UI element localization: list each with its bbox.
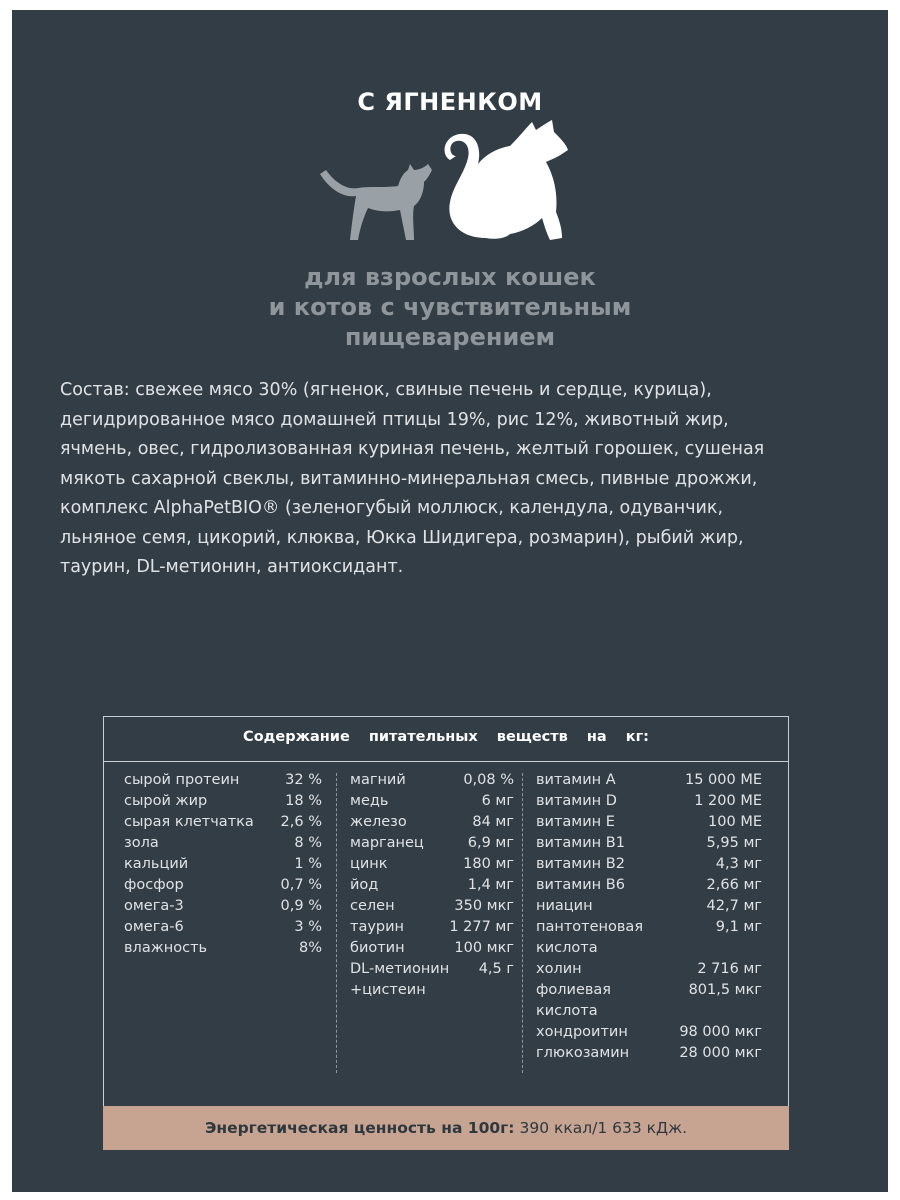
nutrient-value: 15 000 МЕ bbox=[684, 772, 762, 788]
nutrient-name: ниацин bbox=[536, 898, 593, 914]
nutrient-row bbox=[124, 938, 322, 959]
nutrient-row bbox=[350, 896, 514, 917]
nutrient-value: 1 % bbox=[294, 856, 322, 872]
nutrient-row bbox=[350, 833, 514, 854]
nutrient-value: 8 % bbox=[294, 835, 322, 851]
energy-label: Энергетическая ценность на 100г: bbox=[204, 1119, 515, 1137]
nutrient-name: кислота bbox=[536, 1003, 598, 1019]
nutrient-value: 1,4 мг bbox=[467, 877, 514, 893]
nutrient-name: цинк bbox=[350, 856, 388, 872]
nutrient-name: хондроитин bbox=[536, 1024, 628, 1040]
subtitle-line: и котов с чувствительным bbox=[268, 293, 632, 321]
nutrient-value: 4,3 мг bbox=[715, 856, 762, 872]
nutrient-value: 2 716 мг bbox=[697, 961, 762, 977]
nutrient-value: 350 мкг bbox=[454, 898, 514, 914]
nutrient-name: железо bbox=[350, 814, 407, 830]
nutrient-row bbox=[350, 938, 514, 959]
column-divider bbox=[522, 773, 523, 1073]
nutrient-row bbox=[124, 896, 322, 917]
nutrient-row bbox=[350, 854, 514, 875]
product-title: С ЯГНЕНКОМ bbox=[357, 88, 543, 116]
cats-illustration bbox=[310, 112, 600, 252]
nutrient-name: глюкозамин bbox=[536, 1045, 630, 1061]
nutrient-name: зола bbox=[124, 835, 159, 851]
header-divider bbox=[104, 761, 788, 762]
subtitle-line: пищеварением bbox=[344, 323, 556, 351]
kitten-icon bbox=[320, 164, 432, 240]
nutrient-name: витамин D bbox=[536, 793, 617, 809]
nutrient-row bbox=[536, 1022, 762, 1043]
nutrient-row bbox=[124, 812, 322, 833]
nutrient-row bbox=[350, 812, 514, 833]
nutrient-row bbox=[536, 812, 762, 833]
nutrient-row bbox=[124, 875, 322, 896]
nutrient-value: 100 мкг bbox=[454, 940, 514, 956]
composition-line: мякоть сахарной свеклы, витаминно-минеральная смесь, пивные дрожжи, bbox=[60, 468, 758, 489]
nutrient-name: влажность bbox=[124, 940, 208, 956]
nutrients-column-1 bbox=[124, 770, 322, 959]
nutrient-row bbox=[350, 980, 514, 1001]
nutrients-column-3 bbox=[536, 770, 762, 1064]
composition-line: таурин, DL-метионин, антиоксидант. bbox=[60, 557, 404, 577]
nutrients-header: Содержание питательных веществ на кг: bbox=[243, 729, 649, 745]
nutrient-row bbox=[536, 938, 762, 959]
nutrient-value: 84 мг bbox=[472, 814, 514, 830]
nutrient-value: 0,7 % bbox=[280, 877, 322, 893]
nutrients-column-2 bbox=[350, 770, 514, 1001]
nutrient-value: 9,1 мг bbox=[715, 919, 762, 935]
composition-line: льняное семя, цикорий, клюква, Юкка Шидигера, розмарин), рыбий жир, bbox=[60, 527, 744, 548]
nutrient-value: 98 000 мкг bbox=[679, 1024, 762, 1040]
nutrient-row bbox=[536, 833, 762, 854]
nutrient-value: 28 000 мкг bbox=[679, 1045, 762, 1061]
nutrient-name: кислота bbox=[536, 940, 598, 956]
nutrient-name: сырой протеин bbox=[124, 772, 240, 788]
nutrient-value: 1 200 МЕ bbox=[694, 793, 762, 809]
nutrient-name: витамин Е bbox=[536, 814, 615, 830]
nutrient-value: 100 МЕ bbox=[708, 814, 762, 830]
energy-value: 390 ккал/1 633 кДж. bbox=[519, 1119, 687, 1137]
nutrient-value: 18 % bbox=[285, 793, 322, 809]
nutrient-row bbox=[536, 959, 762, 980]
nutrient-name: таурин bbox=[350, 919, 405, 935]
nutrient-row bbox=[536, 854, 762, 875]
nutrient-row bbox=[124, 917, 322, 938]
nutrient-name: сырой жир bbox=[124, 793, 208, 809]
subtitle-line: для взрослых кошек bbox=[304, 263, 596, 291]
cat-icon bbox=[445, 120, 568, 240]
nutrient-name: йод bbox=[350, 877, 379, 893]
nutrient-value: 180 мг bbox=[463, 856, 514, 872]
nutrient-name: омега-3 bbox=[124, 898, 184, 914]
nutrient-row bbox=[536, 875, 762, 896]
nutrient-value: 801,5 мкг bbox=[688, 982, 762, 998]
nutrient-row bbox=[536, 896, 762, 917]
nutrient-name: кальций bbox=[124, 856, 189, 872]
nutrient-value: 2,66 мг bbox=[706, 877, 762, 893]
nutrient-name: витамин В6 bbox=[536, 877, 625, 893]
nutrient-row bbox=[124, 770, 322, 791]
nutrient-value: 3 % bbox=[294, 919, 322, 935]
nutrient-name: сырая клетчатка bbox=[124, 814, 254, 830]
nutrient-name: витамин В1 bbox=[536, 835, 625, 851]
nutrient-name: фосфор bbox=[124, 877, 184, 893]
nutrient-row bbox=[536, 770, 762, 791]
product-subtitle bbox=[0, 262, 900, 352]
nutrient-row bbox=[536, 791, 762, 812]
nutrient-name: медь bbox=[350, 793, 389, 809]
nutrient-row bbox=[536, 1043, 762, 1064]
nutrient-value: 0,9 % bbox=[280, 898, 322, 914]
nutrient-name: +цистеин bbox=[350, 982, 426, 998]
nutrient-name: витамин А bbox=[536, 772, 616, 788]
nutrient-value: 1 277 мг bbox=[449, 919, 514, 935]
nutrient-row bbox=[350, 959, 514, 980]
nutrient-row bbox=[124, 833, 322, 854]
column-divider bbox=[336, 773, 337, 1073]
composition-text bbox=[60, 376, 850, 583]
nutrient-row bbox=[536, 917, 762, 938]
nutrient-value: 4,5 г bbox=[478, 961, 514, 977]
nutrient-value: 6,9 мг bbox=[467, 835, 514, 851]
nutrient-row bbox=[124, 791, 322, 812]
nutrient-name: марганец bbox=[350, 835, 424, 851]
nutrient-row bbox=[350, 791, 514, 812]
composition-line: ячмень, овес, гидролизованная куриная печень, желтый горошек, сушеная bbox=[60, 439, 765, 459]
nutrient-name: селен bbox=[350, 898, 395, 914]
composition-line: дегидрированное мясо домашней птицы 19%, рис 12%, животный жир, bbox=[60, 409, 729, 430]
nutrient-value: 0,08 % bbox=[463, 772, 514, 788]
nutrient-row bbox=[124, 854, 322, 875]
nutrient-value: 32 % bbox=[285, 772, 322, 788]
nutrient-name: холин bbox=[536, 961, 582, 977]
nutrient-name: фолиевая bbox=[536, 982, 612, 998]
nutrient-name: пантотеновая bbox=[536, 919, 644, 935]
nutrient-row bbox=[350, 917, 514, 938]
nutrient-row bbox=[536, 980, 762, 1001]
composition-line: Состав: свежее мясо 30% (ягненок, свиные печень и сердце, курица), bbox=[60, 380, 712, 400]
nutrient-value: 42,7 мг bbox=[706, 898, 762, 914]
nutrient-value: 8% bbox=[298, 940, 322, 956]
nutrient-value: 2,6 % bbox=[280, 814, 322, 830]
nutrient-name: биотин bbox=[350, 940, 405, 956]
nutrient-name: магний bbox=[350, 772, 406, 788]
nutrient-value: 6 мг bbox=[481, 793, 514, 809]
composition-line: комплекс AlphaPetBIO® (зеленогубый моллюск, календула, одуванчик, bbox=[60, 498, 724, 518]
nutrient-name: омега-6 bbox=[124, 919, 184, 935]
nutrient-value: 5,95 мг bbox=[706, 835, 762, 851]
energy-value-bar bbox=[103, 1106, 789, 1150]
nutrients-table bbox=[103, 716, 789, 1126]
nutrient-name: витамин В2 bbox=[536, 856, 625, 872]
nutrient-row bbox=[536, 1001, 762, 1022]
nutrient-name: DL-метионин bbox=[350, 961, 450, 977]
nutrient-row bbox=[350, 770, 514, 791]
nutrient-row bbox=[350, 875, 514, 896]
